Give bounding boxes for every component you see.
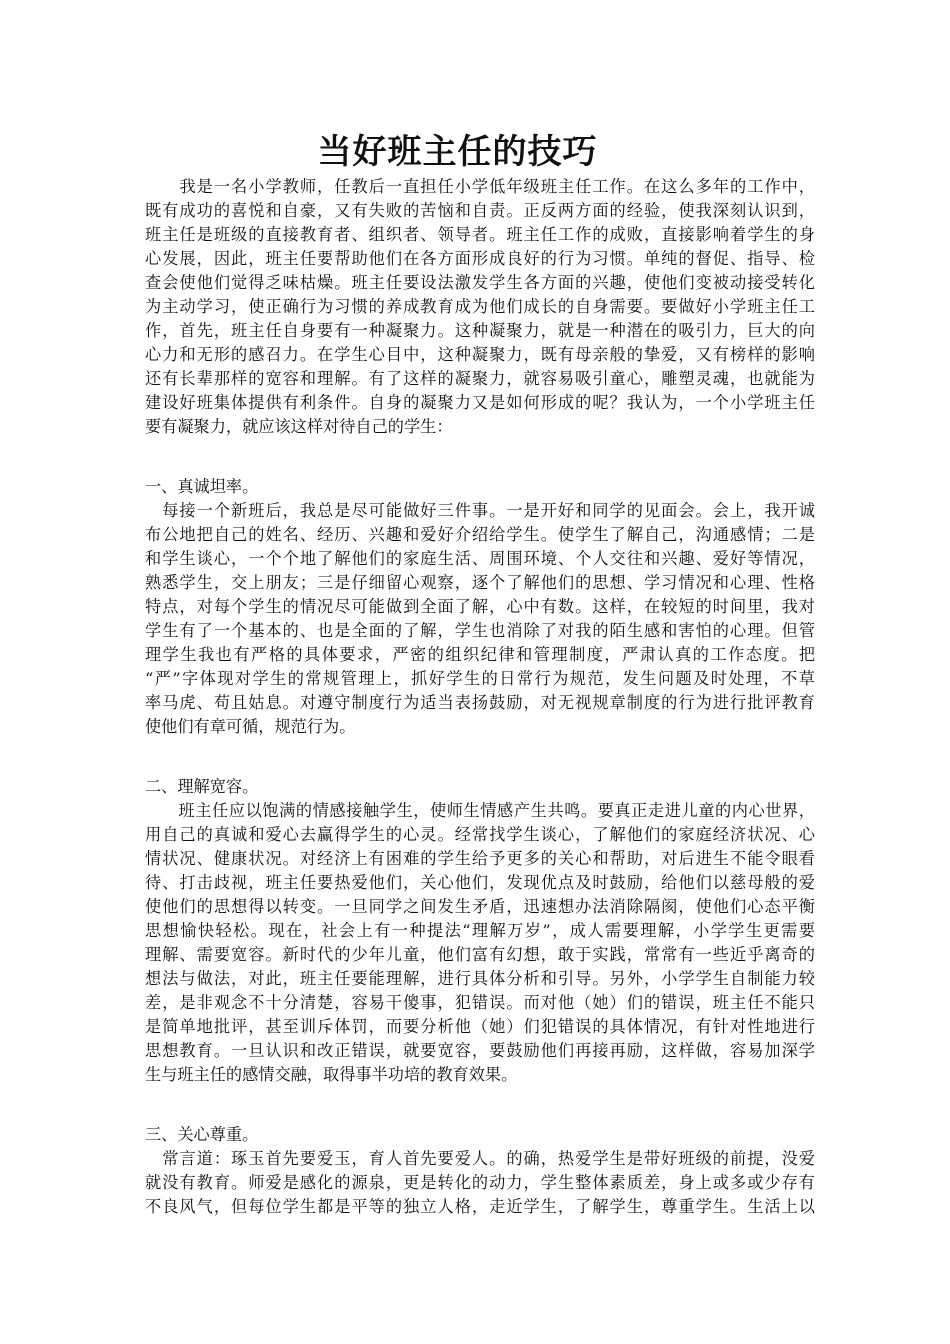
paragraph-line: 查会使他们觉得乏味枯燥。班主任要设法激发学生各方面的兴趣，使他们变被动接受转化 <box>145 273 815 292</box>
section-heading: 三、关心尊重。 <box>145 1125 259 1144</box>
paragraph-line: “严”字体现对学生的常规管理上，抓好学生的日常行为规范，发生问题及时处理，不草 <box>145 669 815 688</box>
paragraph-line: 布公地把自己的姓名、经历、兴趣和爱好介绍给学生。使学生了解自己，沟通感情；二是 <box>145 525 815 544</box>
paragraph-line: 特点，对每个学生的情况尽可能做到全面了解，心中有数。这样，在较短的时间里，我对 <box>145 597 815 616</box>
paragraph-line: 心发展，因此，班主任要帮助他们在各方面形成良好的行为习惯。单纯的督促、指导、检 <box>145 249 815 268</box>
paragraph-line: 为主动学习，使正确行为习惯的养成教育成为他们成长的自身需要。要做好小学班主任工 <box>145 297 815 316</box>
paragraph-line: 我是一名小学教师，任教后一直担任小学低年级班主任工作。在这么多年的工作中， <box>145 177 815 196</box>
paragraph-line: 思想教育。一旦认识和改正错误，就要宽容，要鼓励他们再接再励，这样做，容易加深学 <box>145 1041 815 1060</box>
paragraph-line: 使他们的思想得以转变。一旦同学之间发生矛盾，迅速想办法消除隔阂，使他们心态平衡 <box>145 897 815 916</box>
paragraph-line: 还有长辈那样的宽容和理解。有了这样的凝聚力，就容易吸引童心，雕塑灵魂，也就能为 <box>145 369 815 388</box>
document-title: 当好班主任的技巧 <box>317 132 598 172</box>
paragraph-line: 作，首先，班主任自身要有一种凝聚力。这种凝聚力，就是一种潜在的吸引力，巨大的向 <box>145 321 815 340</box>
paragraph-line: 要有凝聚力，就应该这样对待自己的学生： <box>145 417 453 436</box>
paragraph-line: 班主任是班级的直接教育者、组织者、领导者。班主任工作的成败，直接影响着学生的身 <box>145 225 815 244</box>
paragraph-line: 学生有了一个基本的、也是全面的了解，学生也消除了对我的陌生感和害怕的心理。但管 <box>145 621 815 640</box>
paragraph-line: 使他们有章可循，规范行为。 <box>145 717 356 736</box>
paragraph-line: 思想愉快轻松。现在，社会上有一种提法“理解万岁”，成人需要理解，小学学生更需要 <box>145 921 815 940</box>
paragraph-line: 不良风气，但每位学生都是平等的独立人格，走近学生，了解学生，尊重学生。生活上以 <box>145 1197 815 1216</box>
paragraph-line: 待、打击歧视，班主任要热爱他们，关心他们，发现优点及时鼓励，给他们以慈母般的爱 <box>145 873 815 892</box>
paragraph-line: 建设好班集体提供有利条件。自身的凝聚力又是如何形成的呢？我认为，一个小学班主任 <box>145 393 815 412</box>
paragraph-line: 班主任应以饱满的情感接触学生，使师生情感产生共鸣。要真正走进儿童的内心世界， <box>145 801 815 820</box>
paragraph-line: 生与班主任的感情交融，取得事半功培的教育效果。 <box>145 1065 518 1084</box>
paragraph-line: 心力和无形的感召力。在学生心目中，这种凝聚力，既有母亲般的挚爱，又有榜样的影响 <box>145 345 815 364</box>
paragraph-line: 理学生我也有严格的具体要求，严密的组织纪律和管理制度，严肃认真的工作态度。把 <box>145 645 815 664</box>
paragraph-line: 情状况、健康状况。对经济上有困难的学生给予更多的关心和帮助，对后进生不能令眼看 <box>145 849 815 868</box>
paragraph-line: 和学生谈心，一个个地了解他们的家庭生活、周围环境、个人交往和兴趣、爱好等情况， <box>145 549 815 568</box>
paragraph-line: 就没有教育。师爱是感化的源泉，更是转化的动力，学生整体素质差，身上或多或少存有 <box>145 1173 815 1192</box>
section-heading: 二、理解宽容。 <box>145 777 259 796</box>
paragraph-line: 常言道：琢玉首先要爱玉，育人首先要爱人。的确，热爱学生是带好班级的前提，没爱 <box>145 1149 815 1168</box>
paragraph-line: 理解、需要宽容。新时代的少年儿童，他们富有幻想，敢于实践，常常有一些近乎离奇的 <box>145 945 815 964</box>
paragraph-line: 既有成功的喜悦和自豪，又有失败的苦恼和自责。正反两方面的经验，使我深刻认识到， <box>145 201 815 220</box>
paragraph-line: 熟悉学生，交上朋友；三是仔细留心观察，逐个了解他们的思想、学习情况和心理、性格 <box>145 573 815 592</box>
paragraph-line: 每接一个新班后，我总是尽可能做好三件事。一是开好和同学的见面会。会上，我开诚 <box>145 501 815 520</box>
paragraph-line: 用自己的真诚和爱心去赢得学生的心灵。经常找学生谈心，了解他们的家庭经济状况、心 <box>145 825 815 844</box>
paragraph-line: 差，是非观念不十分清楚，容易干傻事，犯错误。而对他（她）们的错误，班主任不能只 <box>145 993 815 1012</box>
paragraph-line: 想法与做法，对此，班主任要能理解，进行具体分析和引导。另外，小学学生自制能力较 <box>145 969 815 988</box>
section-heading: 一、真诚坦率。 <box>145 477 259 496</box>
paragraph-line: 是简单地批评，甚至训斥体罚，而要分析他（她）们犯错误的具体情况，有针对性地进行 <box>145 1017 815 1036</box>
paragraph-line: 率马虎、苟且姑息。对遵守制度行为适当表扬鼓励，对无视规章制度的行为进行批评教育 <box>145 693 815 712</box>
